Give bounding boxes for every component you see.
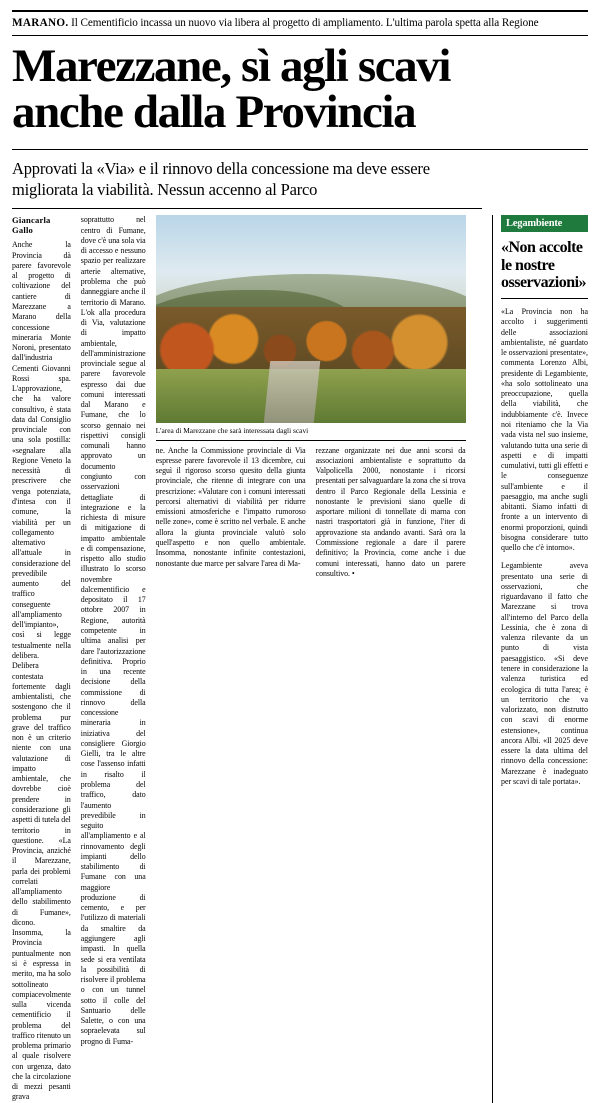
sidebar-rule	[501, 298, 588, 299]
paragraph: «La Provincia non ha accolto i suggerimenti delle associazioni ambientaliste, né guardato le osservazioni presentate», commenta Lorenzo Albi, presidente di Legambiente, «ha solo sottolineato una preoccupazione, quella della viabilità, che indubbiamente c'è. Invece noi riteniamo che la Via vada vista nel suo insieme, valutando tutta una serie di aspetti e di impatti cumulativi, tutti gli effetti e le conseguenze sull'ambiente e il paesaggio, ma anche sugli abitanti. Siamo infatti di fronte a un intervento di enormi proporzioni, quindi bisogna considerare tutto quello che c'è intorno».	[501, 307, 588, 553]
kicker-location: MARANO.	[12, 17, 69, 29]
paragraph: soprattutto nel centro di Fumane, dove c'è una sola via di accesso e nessuno spazio per realizzare arterie alternative, problema che può danneggiare anche il territorio di Marano. L'ok alla procedura di Via, valutazione di impatto ambientale, dell'amministrazione provinciale segue al parere favorevole espresso dai due comuni interessati dal Marano e Fumane, che lo scorso gennaio nei rispettivi consigli comunali hanno approvato un documento congiunto con osservazioni dettagliate di integrazione e la richiesta di misure di mitigazione di impatto ambientale e di compensazione, rispetto allo studio illustrato lo scorso novembre dalcementificio e depositato il 17 ottobre 2007 in Regione, autorità competente in ultima analisi per dare l'autorizzazione definitiva. Proprio in una recente decisione della commissione di rinnovo della concessione mineraria in iniziativa del consigliere Giorgio Gielli, tra le altre cose l'assenso infatti in risalto il problema del traffico, dato l'aumento prevedibile in seguito all'ampliamento e al rinnovamento degli impianti dello stabilimento di Fumane con una maggiore produzione di cemento, e per l'utilizzo di materiali da smaltire da aggiungere agli impasti. In quella sede si era ventilata la possibilità di risolvere il problema o con un tunnel sotto il colle del Santuario delle Salette, o con una sopraelevata sul progno di Fuma-	[80, 215, 146, 1046]
photo-road	[264, 361, 320, 423]
kicker-text: Il Cementificio incassa un nuovo via libera al progetto di ampliamento. L'ultima parola spetta alla Regione	[68, 17, 539, 29]
sidebar	[492, 215, 588, 1102]
sidebar-title: «Non accolte le nostre osservazioni»	[501, 239, 587, 291]
column-1-text	[12, 240, 71, 1102]
paragraph: rezzane organizzate nei due anni scorsi da associazioni ambientaliste e soprattutto da Valpolicella 2000, nonostante i ricorsi presentati per salvaguardare la zona che si trova dentro il Parco Regionale della Lessinia e nonostante le previsioni siano quelle di asportare milioni di tonnellate di marna con nastri trasportatori già in funzione, l'iter di approvazione sta andando avanti. Sarà ora la Commissione regionale a dare il parere definitivo; la Provincia, come anche i due comuni interessati, hanno dato un parere consultivo. •	[315, 445, 466, 578]
photo-block	[156, 215, 466, 440]
main-columns	[12, 215, 482, 1102]
text-column-2	[81, 215, 146, 1102]
subhead-rule	[12, 208, 482, 209]
column-4-text	[316, 446, 466, 579]
paragraph: Legambiente aveva presentato una serie di osservazioni, che riguardavano il fatto che Marezzane si trova all'interno del Parco della Lessinia, che è zona di valenza rilevante da un punto di vista paesaggistico. «Si deve tenere in considerazione la valenza turistica ed ecologica di tutta l'area; è un territorio che va valorizzato, non distrutto con scavi di enorme estensione», continua ancora Albi. «Il 2025 deve essere la data ultima del rinnovo della concessione: Marezzane è inadeguato per scavi di tale portata».	[501, 561, 588, 786]
text-column-4	[316, 446, 466, 579]
text-column-3	[156, 446, 306, 579]
headline-line-1: Marezzane, sì agli scavi	[12, 40, 451, 92]
headline-rule	[12, 149, 588, 150]
headline-line-2: anche dalla Provincia	[12, 85, 416, 138]
text-column-1	[12, 215, 71, 1102]
kicker-line	[12, 16, 588, 35]
column-2-text	[81, 215, 146, 1047]
paragraph: Delibera contestata fortemente dagli ambientalisti, che sostengono che il problema pur grave del traffico non è un criterio niente con una valutazione di impatto ambientale, che dovrebbe cioè prendere in considerazione gli aspetti di tutela del territorio in questione. «La Provincia, anziché il Marezzane, parla dei problemi correlati all'ampliamento dello stabilimento di Fumane», dicono.	[12, 661, 71, 927]
column-3-text	[156, 446, 306, 569]
paragraph: Insomma, la Provincia puntualmente non si è espressa in merito, ma ha solo sottolineato compiacevolmente sulla vicenda cementificio il problema del traffico ritenuto un problema primario al quale risolvere con urgenza, dato che la circolazione di mezzi pesanti grava	[12, 928, 71, 1102]
paragraph: Anche la Provincia dà parere favorevole al progetto di coltivazione del cantiere di Marezzane a Marano della concessione mineraria Monte Noroni, presentato dall'industria Cementi Giovanni Rossi spa. L'approvazione, che ha valore consultivo, è stata data dal Consiglio provinciale con una sola postilla: «segnalare alla Regione Veneto la necessità di prescrivere che venga potenziata, d'intesa con il comune, la viabilità per un collegamento alternativo all'attuale in considerazione del prevedibile aumento del traffico conseguente all'ampliamento dell'impianto», così si legge testualmente nella delibera.	[12, 240, 71, 660]
subheadline: Approvati la «Via» e il rinnovo della concessione ma deve essere migliorata la viabilità. Nessun accenno al Parco	[12, 159, 430, 200]
paragraph: ne. Anche la Commissione provinciale di Via espresse parere favorevole il 13 dicembre, cui seguì il rigoroso scorso quesito della giunta provinciale, che ritenne di integrare con una prescrizione: «Valutare con i comuni interessati percorsi alternativi di viabilità per ridurre emissioni atmosferiche e l'impatto rumoroso nelle zone», come è scritto nel verbale. E anche allora la giunta provinciale valutò solo quell'aspetto e non quello ambientale. Insomma, nonostante infinite contestazioni, nonostante due marce per salvare l'area di Ma-	[155, 445, 306, 568]
photo-caption: L'area di Marezzane che sarà interessata dagli scavi	[155, 426, 309, 436]
article-body	[12, 215, 588, 1102]
status-badge: Legambiente	[501, 215, 588, 232]
kicker-rule	[12, 35, 588, 36]
sidebar-text	[501, 307, 588, 787]
top-rule	[12, 10, 588, 12]
photo-caption-rule	[156, 440, 466, 441]
byline: Giancarla Gallo	[12, 215, 51, 236]
page-title	[12, 40, 588, 143]
autumn-hillside-photo	[156, 215, 466, 423]
